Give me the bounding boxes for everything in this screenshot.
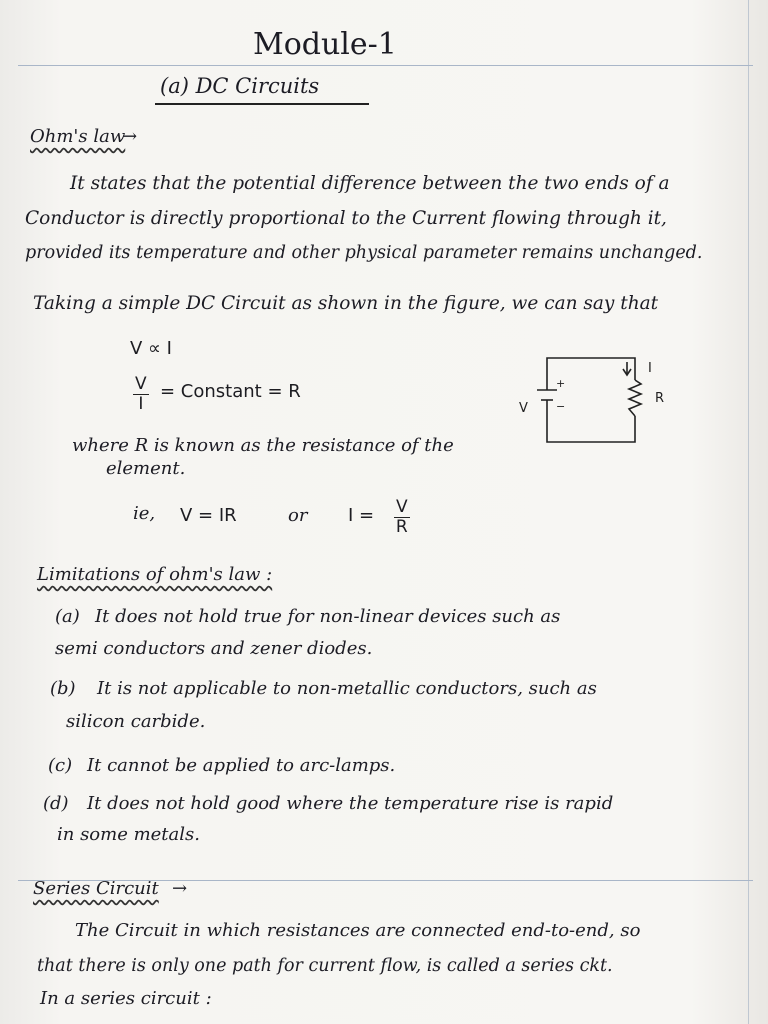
limitation-b-line-2: silicon carbide.: [66, 711, 206, 732]
limitation-a-line-1: It does not hold true for non-linear devices such as: [95, 606, 561, 627]
definition-line-1: It states that the potential difference between the two ends of a: [70, 173, 670, 194]
arrow-icon: →: [172, 878, 188, 899]
intro-line: Taking a simple DC Circuit as shown in the figure, we can say that: [33, 293, 659, 314]
limitation-d-line-1: It does not hold good where the temperature rise is rapid: [87, 793, 614, 814]
constant-formula: = Constant = R: [160, 381, 301, 402]
fraction-numerator: V: [135, 374, 147, 394]
fraction-numerator: V: [396, 497, 408, 517]
margin-line: [748, 0, 749, 1024]
subtitle-underline: [155, 103, 369, 105]
fraction-denominator: I: [138, 393, 144, 414]
circuit-label-r: R: [655, 391, 665, 406]
proportional-formula: V ∝ I: [130, 338, 172, 359]
ohms-law-heading: [30, 128, 125, 146]
arrow-icon: →: [122, 126, 138, 147]
series-line-1: The Circuit in which resistances are connected end-to-end, so: [75, 920, 641, 941]
limitation-b-marker: (b): [50, 678, 76, 699]
limitation-c-line-1: It cannot be applied to arc-lamps.: [87, 755, 396, 776]
v-equals-ir: V = IR: [180, 505, 237, 526]
ruled-line: [18, 65, 753, 66]
circuit-label-i: I: [648, 361, 652, 376]
resistor-zigzag: [629, 380, 641, 416]
i-equals-lhs: I =: [348, 505, 375, 526]
limitations-heading: Limitations of ohm's law :: [37, 564, 273, 585]
v-over-r-fraction: [394, 498, 410, 536]
page-title: Module-1: [253, 27, 397, 62]
where-line-1: where R is known as the resistance of the: [72, 435, 454, 456]
series-circuit-heading: [33, 880, 159, 898]
series-line-3: In a series circuit :: [40, 988, 212, 1009]
series-line-2: that there is only one path for current flow, is called a series ckt.: [37, 956, 613, 976]
limitation-a-marker: (a): [55, 606, 80, 627]
limitation-b-line-1: It is not applicable to non-metallic conductors, such as: [97, 678, 597, 699]
circuit-wire: [547, 412, 635, 442]
circuit-label-plus: +: [556, 377, 566, 390]
limitation-d-marker: (d): [43, 793, 69, 814]
series-circuit-heading-text: Series Circuit: [33, 878, 159, 899]
circuit-label-minus: −: [556, 400, 566, 413]
section-subtitle: (a) DC Circuits: [160, 74, 320, 98]
ie-prefix: ie,: [133, 503, 156, 524]
definition-line-2: Conductor is directly proportional to the Current flowing through it,: [25, 208, 667, 229]
v-over-i-fraction: [133, 375, 149, 413]
fraction-denominator: R: [395, 516, 408, 537]
definition-line-3: provided its temperature and other physical parameter remains unchanged.: [25, 243, 703, 263]
where-line-2: element.: [106, 458, 186, 479]
dc-circuit-diagram: [505, 350, 685, 460]
ohms-law-heading-text: Ohm's law: [30, 126, 126, 147]
or-text: or: [288, 505, 308, 526]
limitation-a-line-2: semi conductors and zener diodes.: [55, 638, 373, 659]
limitation-d-line-2: in some metals.: [57, 824, 200, 845]
limitation-c-marker: (c): [48, 755, 73, 776]
circuit-label-v: V: [519, 401, 528, 416]
